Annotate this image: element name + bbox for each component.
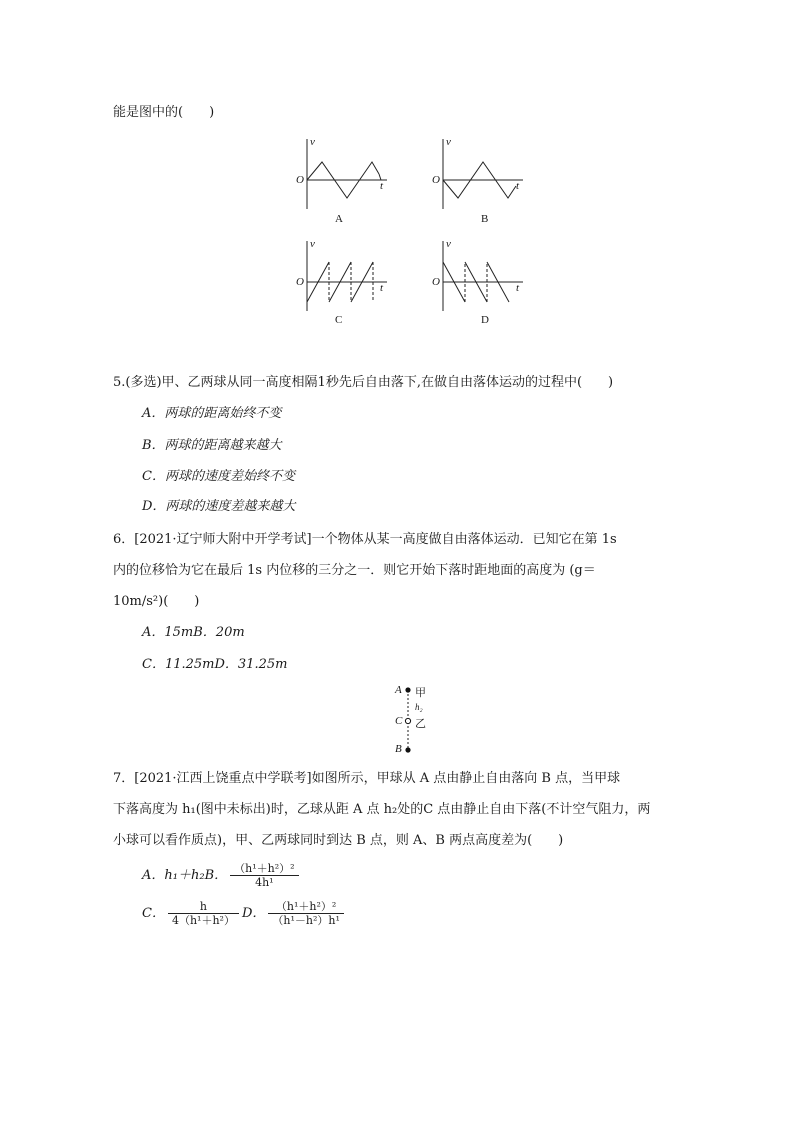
q6-options-ab: A．15mB．20m [142, 625, 245, 640]
q7-option-d-denominator: （h¹－h²）h¹ [272, 914, 340, 927]
q7-option-d-fraction [268, 900, 343, 927]
q7-figure-label-h2: h₂ [415, 702, 423, 712]
graph-c-v-label: v [310, 238, 315, 250]
q5-stem: 5.(多选)甲、乙两球从同一高度相隔1秒先后自由落下,在做自由落体运动的过程中( ) [113, 375, 614, 390]
q5-option-a: A．两球的距离始终不变 [142, 406, 282, 421]
graph-c [292, 236, 392, 316]
graph-b-label: B [481, 213, 489, 225]
graph-d-origin: O [432, 276, 440, 288]
q6-line-1: 6．[2021·辽宁师大附中开学考试]一个物体从某一高度做自由落体运动．已知它在第 1s [113, 532, 617, 547]
q5-option-d: D．两球的速度差越来越大 [142, 499, 296, 514]
q5-option-b: B．两球的距离越来越大 [142, 438, 282, 453]
q7-figure-label-a: A [395, 684, 402, 696]
graph-b-v-label: v [446, 136, 451, 148]
q7-figure-label-c: C [395, 715, 403, 727]
q7-option-b-denominator: 4h¹ [255, 876, 274, 889]
q7-option-b-fraction [230, 862, 298, 889]
q7-option-d-label: D． [241, 906, 266, 921]
graph-d-label: D [481, 314, 489, 326]
graph-a-t-label: t [380, 180, 384, 192]
q7-option-b-numerator: （h¹＋h²）² [230, 862, 298, 876]
q6-options-cd: C．11.25mD．31.25m [142, 657, 288, 672]
q6-line-2: 内的位移恰为它在最后 1s 内位移的三分之一．则它开始下落时距地面的高度为 (g＝ [113, 563, 596, 578]
q7-figure-label-yi: 乙 [415, 718, 426, 730]
graph-b-origin: O [432, 174, 440, 186]
q7-line-2: 下落高度为 h₁(图中未标出)时，乙球从距 A 点 h₂处的C 点由静止自由下落(不计空气阻力，两 [113, 802, 651, 817]
graph-d-v-label: v [446, 238, 451, 250]
question-intro: 能是图中的( ) [113, 105, 215, 120]
graph-b-t-label: t [516, 180, 520, 192]
graph-c-origin: O [296, 276, 304, 288]
q5-option-c: C．两球的速度差始终不变 [142, 469, 295, 484]
q7-line-3: 小球可以看作质点)，甲、乙两球同时到达 B 点，则 A、B 两点高度差为( ) [113, 833, 564, 848]
q7-options-cd [142, 900, 347, 927]
q7-option-c-denominator: 4（h¹＋h²） [171, 914, 235, 927]
q7-option-a: A．h₁＋h₂ [142, 868, 205, 883]
graph-d-t-label: t [516, 282, 520, 294]
graph-a-label: A [335, 213, 343, 225]
q7-option-b-label: B． [204, 868, 228, 883]
graph-c-label: C [335, 314, 343, 326]
q6-line-3: 10m/s²)( ) [113, 594, 200, 609]
q7-option-c-fraction [168, 900, 239, 927]
q7-option-d-numerator: （h¹＋h²）² [268, 900, 343, 914]
q7-figure-label-b: B [395, 743, 402, 755]
q7-option-c-numerator: h [168, 900, 239, 914]
q7-option-c-label: C． [142, 906, 165, 921]
graph-a [292, 134, 392, 214]
graph-c-t-label: t [380, 282, 384, 294]
graph-a-v-label: v [310, 136, 315, 148]
q7-figure-label-jia: 甲 [415, 687, 426, 699]
graph-a-origin: O [296, 174, 304, 186]
graph-d [428, 236, 528, 316]
q7-options-ab [142, 862, 302, 889]
graph-b [428, 134, 528, 214]
q7-line-1: 7．[2021·江西上饶重点中学联考]如图所示，甲球从 A 点由静止自由落向 B 点，当甲球 [113, 771, 621, 786]
